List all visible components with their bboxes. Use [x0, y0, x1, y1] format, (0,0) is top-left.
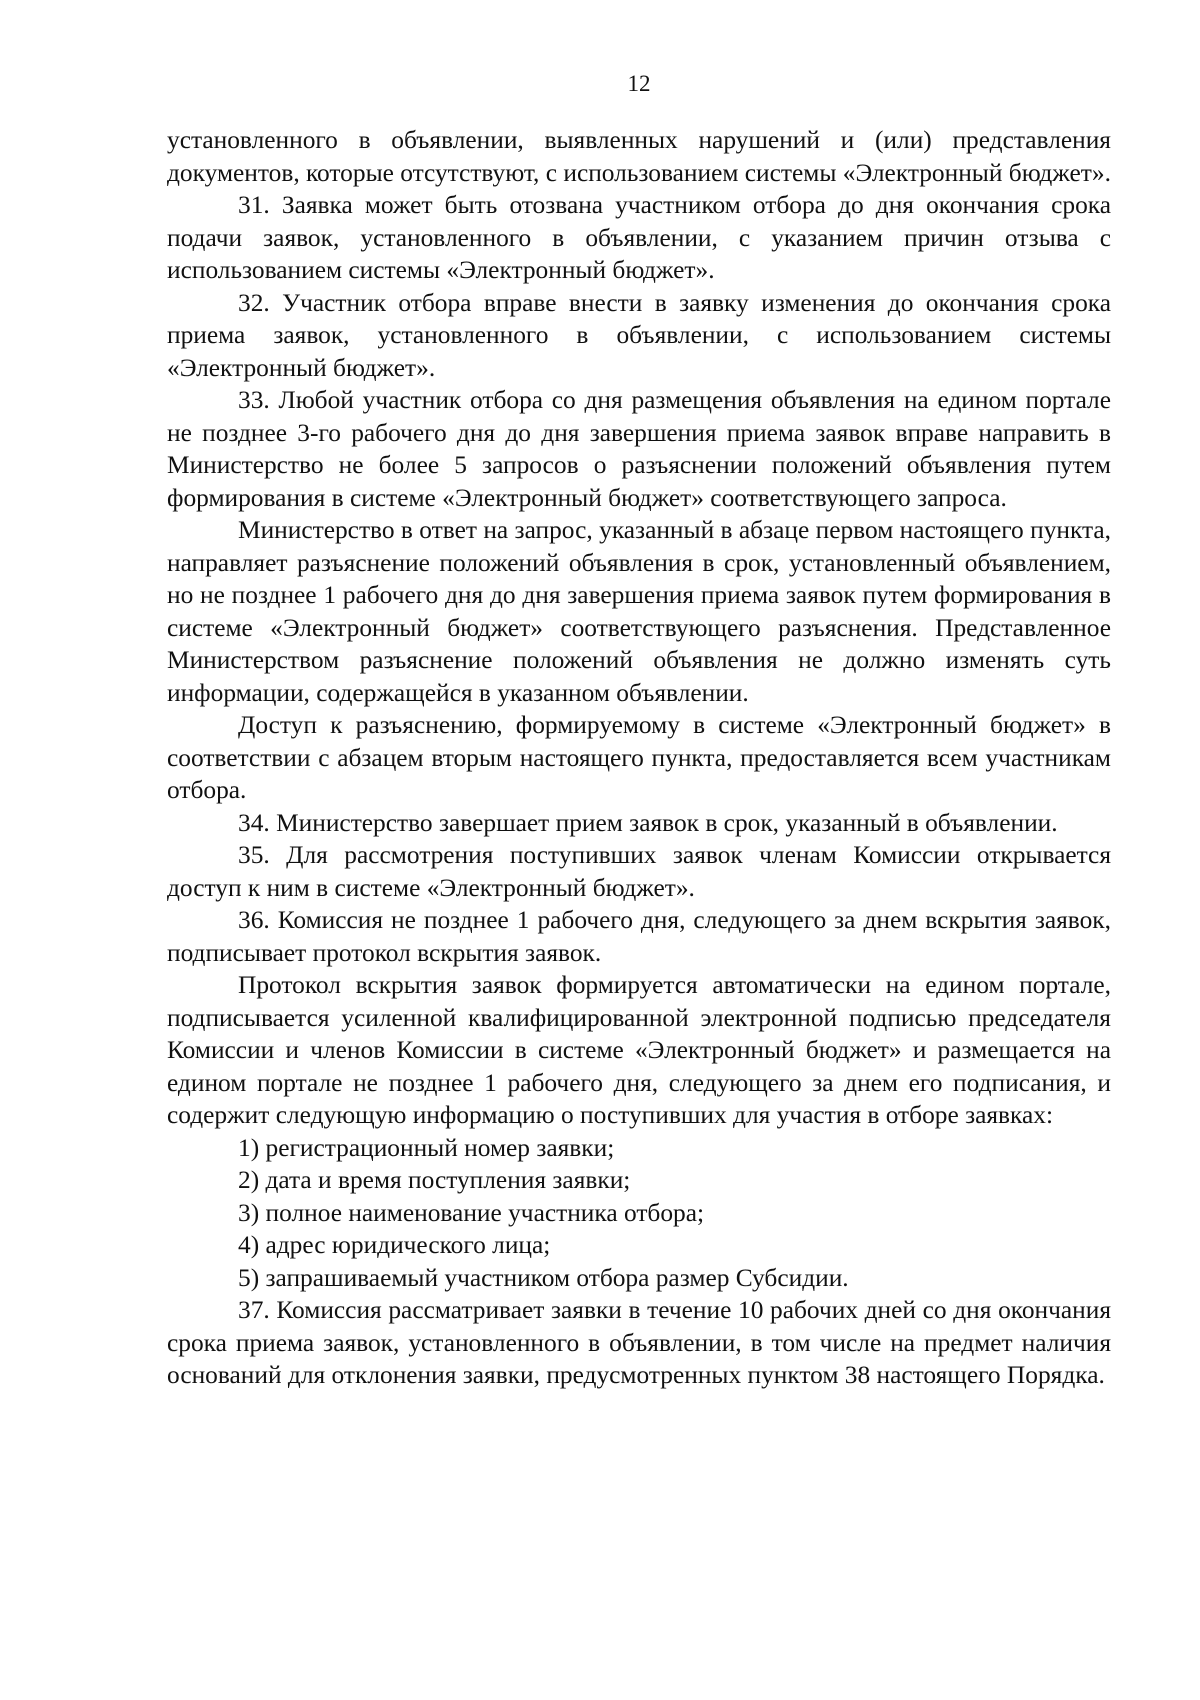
paragraph-item-37: 37. Комиссия рассматривает заявки в течение 10 рабочих дней со дня окончания срока приема заявок, установленного в объявлении, в том числе на предмет наличия оснований для отклонения заявки, предусмотренных пунктом 38 настоящего Порядка.	[167, 1296, 1111, 1389]
document-body	[167, 124, 1111, 1392]
paragraph-item-33-clarification: Министерство в ответ на запрос, указанный в абзаце первом настоящего пункта, направляет разъяснение положений объявления в срок, установленный объявлением, но не позднее 1 рабочего дня до дня завершения приема заявок путем формирования в системе «Электронный бюджет» соответствующего разъяснения. Представленное Министерством разъяснение положений объявления не должно изменять суть информации, содержащейся в указанном объявлении.	[167, 516, 1111, 707]
list-item-2: 2) дата и время поступления заявки;	[238, 1166, 631, 1194]
paragraph-item-32: 32. Участник отбора вправе внести в заявку изменения до окончания срока приема заявок, установленного в объявлении, с использованием системы «Электронный бюджет».	[167, 288, 1111, 382]
paragraph-item-34: 34. Министерство завершает прием заявок в срок, указанный в объявлении.	[238, 808, 1058, 837]
list-item-3: 3) полное наименование участника отбора;	[238, 1198, 705, 1227]
paragraph-item-36-protocol: Протокол вскрытия заявок формируется автоматически на едином портале, подписывается усиленной квалифицированной электронной подписью председателя Комиссии и членов Комиссии в системе «Электронный бюджет» и размещается на едином портале не позднее 1 рабочего дня, следующего за днем его подписания, и содержит следующую информацию о поступивших для участия в отборе заявках:	[167, 971, 1111, 1129]
paragraph-item-33: 33. Любой участник отбора со дня размещения объявления на едином портале не позднее 3-го рабочего дня до дня завершения приема заявок вправе направить в Министерство не более 5 запросов о разъяснении положений объявления путем формирования в системе «Электронный бюджет» соответствующего запроса.	[167, 386, 1111, 512]
list-item-1: 1) регистрационный номер заявки;	[238, 1133, 615, 1162]
paragraph-item-36: 36. Комиссия не позднее 1 рабочего дня, следующего за днем вскрытия заявок, подписывает протокол вскрытия заявок.	[167, 906, 1111, 967]
page-number: 12	[627, 71, 651, 96]
paragraph-item-31: 31. Заявка может быть отозвана участником отбора до дня окончания срока подачи заявок, установленного в объявлении, с указанием причин отзыва с использованием системы «Электронный бюджет».	[167, 191, 1111, 284]
list-item-4: 4) адрес юридического лица;	[238, 1231, 551, 1259]
paragraph-item-33-access: Доступ к разъяснению, формируемому в системе «Электронный бюджет» в соответствии с абзацем вторым настоящего пункта, предоставляется всем участникам отбора.	[167, 711, 1111, 804]
list-item-5: 5) запрашиваемый участником отбора размер Субсидии.	[238, 1263, 849, 1292]
paragraph-continuation: установленного в объявлении, выявленных нарушений и (или) представления документов, которые отсутствуют, с использованием системы «Электронный бюджет».	[167, 126, 1111, 187]
paragraph-item-35: 35. Для рассмотрения поступивших заявок членам Комиссии открывается доступ к ним в системе «Электронный бюджет».	[167, 841, 1111, 902]
